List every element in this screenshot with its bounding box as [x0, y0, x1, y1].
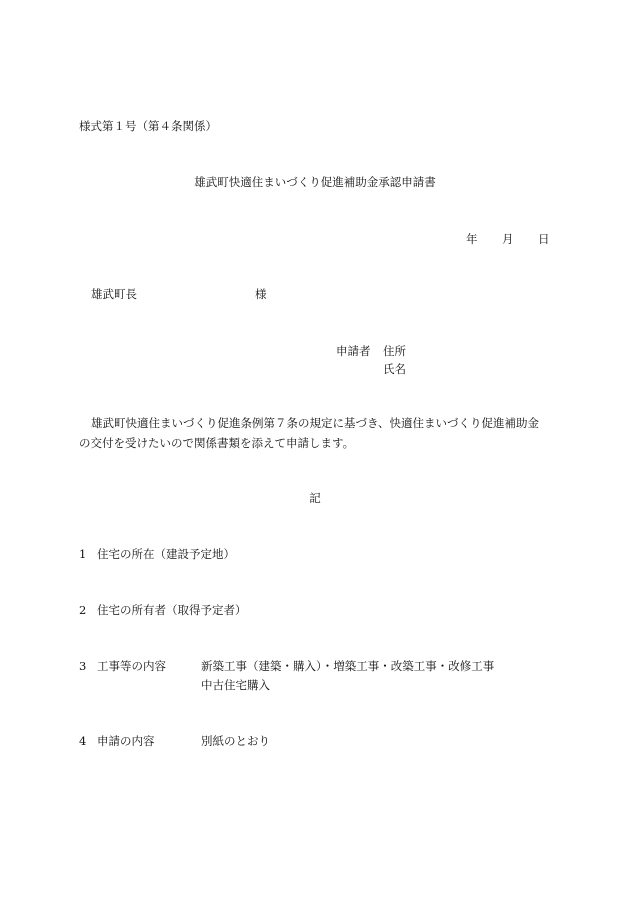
item-3-number: 3: [79, 659, 87, 673]
applicant-address-label: 住所: [383, 344, 406, 358]
addressee-suffix: 様: [255, 287, 267, 301]
date-month-label: 月: [502, 232, 514, 246]
item-2-label: 住宅の所有者（取得予定者）: [97, 603, 247, 617]
item-4-number: 4: [79, 734, 87, 748]
date-day-label: 日: [538, 232, 550, 246]
form-number: 様式第１号（第４条関係）: [79, 119, 217, 133]
ki-heading: 記: [309, 491, 321, 505]
item-4-value: 別紙のとおり: [201, 734, 270, 748]
item-3-label: 工事等の内容: [97, 659, 166, 673]
item-3-value-1: 新築工事（建築・購入）・増築工事・改築工事・改修工事: [201, 659, 495, 673]
date-year-label: 年: [466, 232, 478, 246]
addressee-name: 雄武町長: [91, 287, 137, 301]
item-1-label: 住宅の所在（建設予定地）: [97, 547, 235, 561]
date-line: [466, 231, 550, 247]
item-1-number: 1: [79, 547, 87, 561]
body-text-line-2: の交付を受けたいので関係書類を添えて申請します。: [79, 436, 355, 450]
item-2-number: 2: [79, 603, 87, 617]
applicant-label: 申請者: [336, 344, 371, 358]
item-3-value-2: 中古住宅購入: [201, 678, 270, 692]
applicant-name-label: 氏名: [383, 362, 406, 376]
body-text-line-1: 雄武町快適住まいづくり促進条例第７条の規定に基づき、快適住まいづくり促進補助金: [91, 416, 540, 430]
document-title: 雄武町快適住まいづくり促進補助金承認申請書: [194, 175, 436, 189]
item-4-label: 申請の内容: [97, 734, 155, 748]
